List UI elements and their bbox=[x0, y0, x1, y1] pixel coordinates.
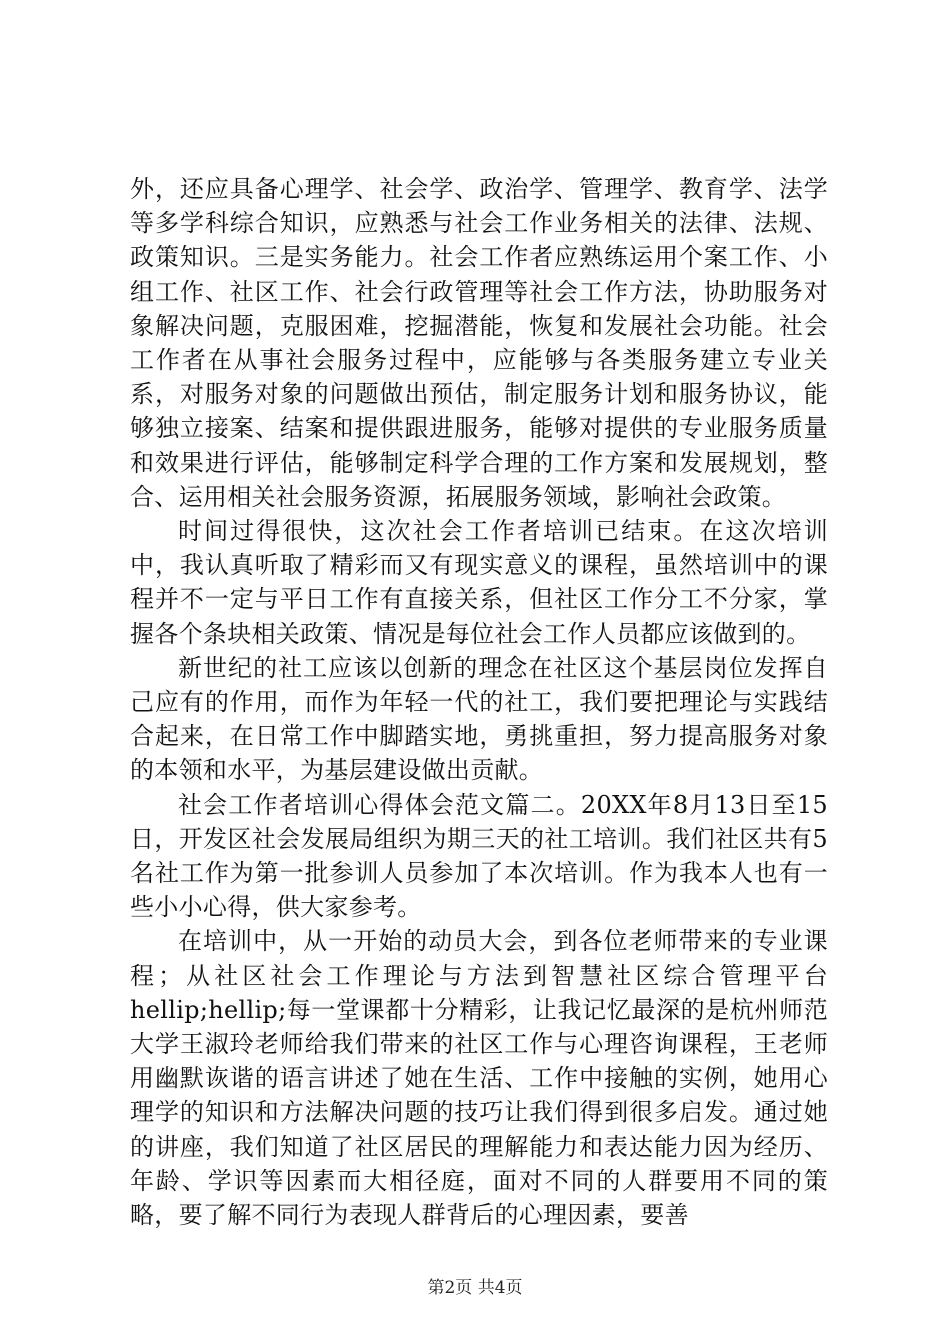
paragraph: 时间过得很快，这次社会工作者培训已结束。在这次培训中，我认真听取了精彩而又有现实意义的课程，虽然培训中的课程并不一定与平日工作有直接关系，但社区工作分工不分家，掌握各个条块相关政策、情况是每位社会工作人员都应该做到的。 bbox=[130, 517, 828, 648]
document-body bbox=[130, 172, 828, 1232]
page-number-footer: 第2页 共4页 bbox=[427, 1278, 523, 1298]
paragraph-continuation: 外，还应具备心理学、社会学、政治学、管理学、教育学、法学等多学科综合知识，应熟悉与社会工作业务相关的法律、法规、政策知识。三是实务能力。社会工作者应熟练运用个案工作、小组工作、社区工作、社会行政管理等社会工作方法，协助服务对象解决问题，克服困难，挖掘潜能，恢复和发展社会功能。社会工作者在从事社会服务过程中，应能够与各类服务建立专业关系，对服务对象的问题做出预估，制定服务计划和服务协议，能够独立接案、结案和提供跟进服务，能够对提供的专业服务质量和效果进行评估，能够制定科学合理的工作方案和发展规划，整合、运用相关社会服务资源，拓展服务领域，影响社会政策。 bbox=[130, 175, 828, 511]
paragraph: 新世纪的社工应该以创新的理念在社区这个基层岗位发挥自己应有的作用，而作为年轻一代的社工，我们要把理论与实践结合起来，在日常工作中脚踏实地，勇挑重担，努力提高服务对象的本领和水平，为基层建设做出贡献。 bbox=[130, 653, 828, 785]
paragraph: 社会工作者培训心得体会范文篇二。20XX年8月13日至15日，开发区社会发展局组织为期三天的社工培训。我们社区共有5名社工作为第一批参训人员参加了本次培训。作为我本人也有一些小小心得，供大家参考。 bbox=[130, 790, 828, 922]
paragraph: 在培训中，从一开始的动员大会，到各位老师带来的专业课程；从社区社会工作理论与方法到智慧社区综合管理平台hellip;hellip;每一堂课都十分精彩，让我记忆最深的是杭州师范大学王淑玲老师给我们带来的社区工作与心理咨询课程，王老师用幽默诙谐的语言讲述了她在生活、工作中接触的实例，她用心理学的知识和方法解决问题的技巧让我们得到很多启发。通过她的讲座，我们知道了社区居民的理解能力和表达能力因为经历、年龄、学识等因素而大相径庭，面对不同的人群要用不同的策略，要了解不同行为表现人群背后的心理因素，要善 bbox=[130, 927, 828, 1230]
